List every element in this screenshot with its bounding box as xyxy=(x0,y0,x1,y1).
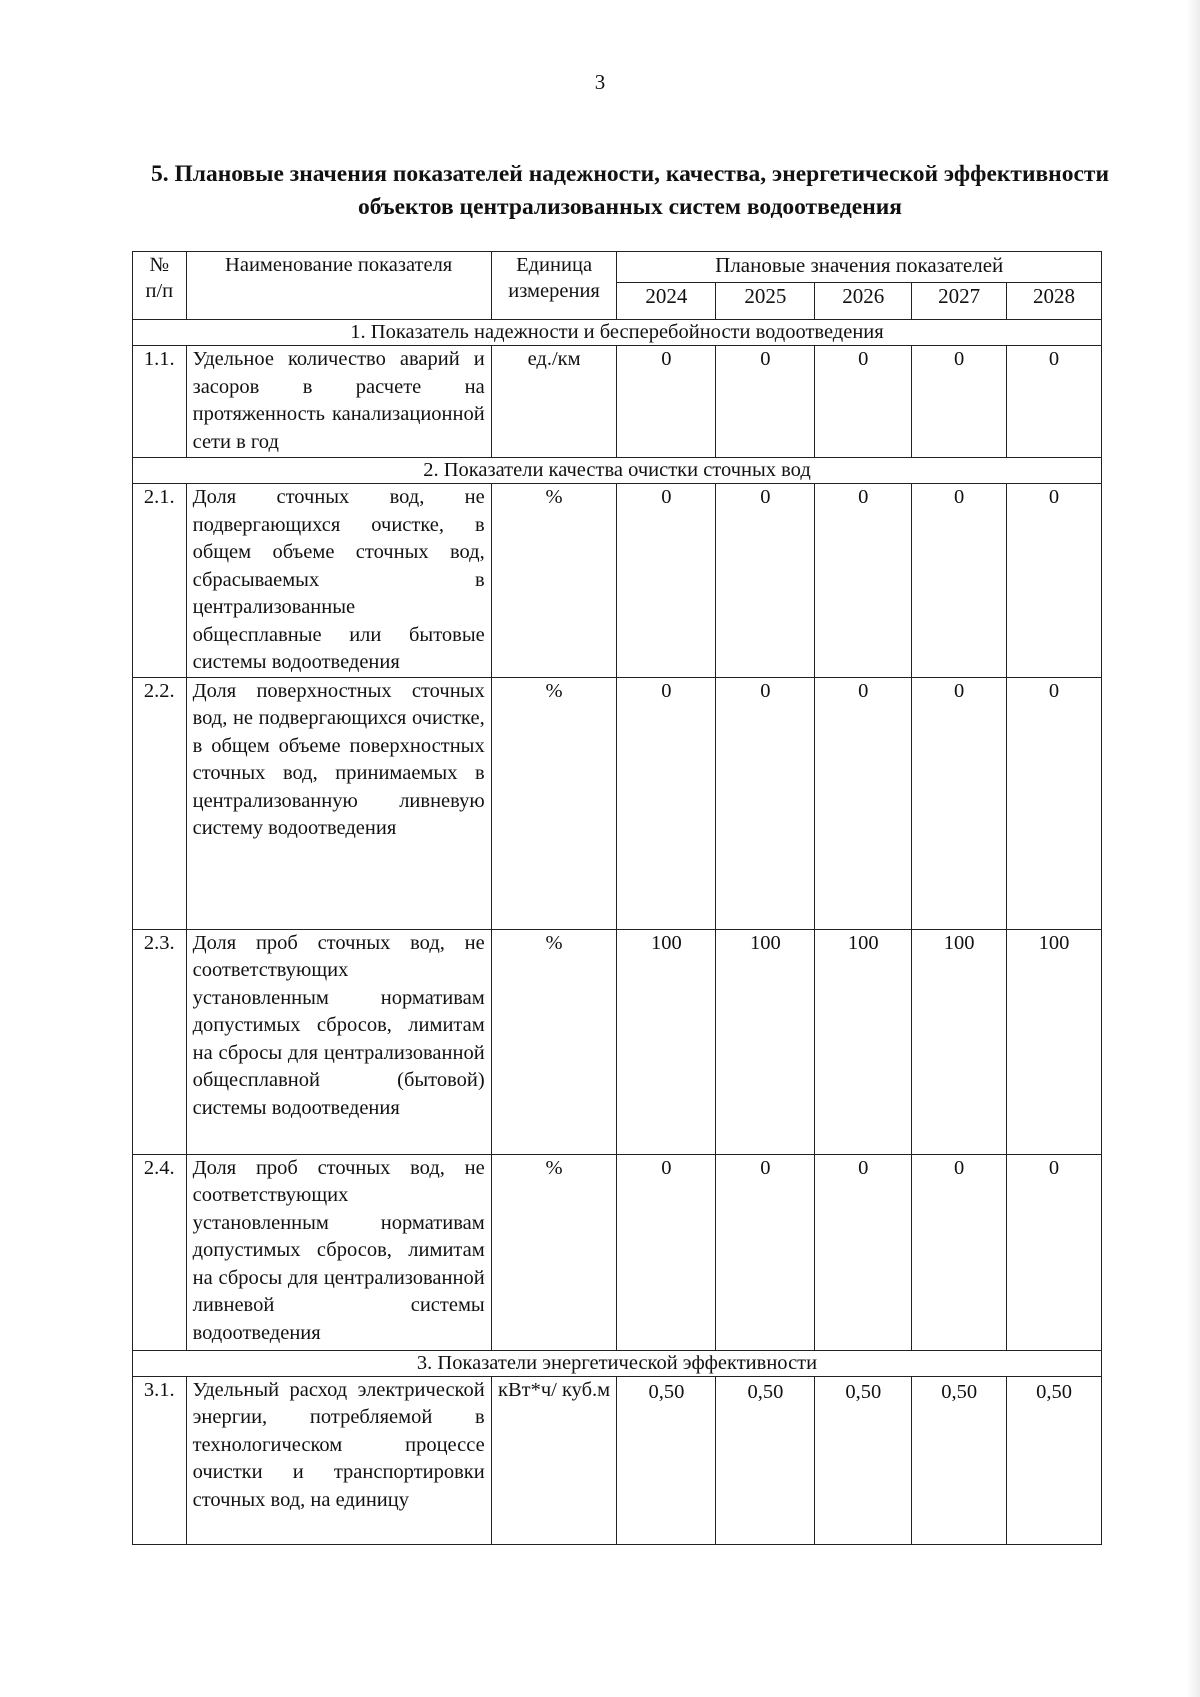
row-unit: % xyxy=(491,1154,617,1350)
section-title: 1. Показатель надежности и бесперебойности водоотведения xyxy=(133,320,1102,346)
scan-edge xyxy=(1186,0,1200,1697)
row-value: 0 xyxy=(716,677,815,929)
section-title: 2. Показатели качества очистки сточных вод xyxy=(133,458,1102,484)
row-value: 0 xyxy=(1007,677,1102,929)
row-value: 0,50 xyxy=(716,1376,815,1544)
table-row xyxy=(133,677,1102,929)
row-num: 1.1. xyxy=(133,346,187,458)
row-value: 0 xyxy=(617,346,716,458)
header-name: Наименование показателя xyxy=(186,252,491,320)
row-value: 100 xyxy=(716,929,815,1154)
table-row xyxy=(133,346,1102,458)
row-name: Удельное количество аварий и засоров в расчете на протяженность канализационной сети в год xyxy=(186,346,491,458)
header-year: 2027 xyxy=(912,283,1007,320)
table-row xyxy=(133,484,1102,678)
row-value: 100 xyxy=(1007,929,1102,1154)
row-name: Удельный расход электрической энергии, потребляемой в технологическом процессе очистки и транспортировки сточных вод, на единицу xyxy=(186,1376,491,1544)
row-num: 2.2. xyxy=(133,677,187,929)
row-unit: ед./км xyxy=(491,346,617,458)
row-value: 100 xyxy=(912,929,1007,1154)
header-year: 2025 xyxy=(716,283,815,320)
row-value: 0,50 xyxy=(912,1376,1007,1544)
section-header-row xyxy=(133,458,1102,484)
row-value: 0 xyxy=(716,1154,815,1350)
row-name: Доля проб сточных вод, не соответствующих установленным нормативам допустимых сбросов, лимитам на сбросы для централизованной общесплавной (бытовой) системы водоотведения xyxy=(186,929,491,1154)
table-row xyxy=(133,1154,1102,1350)
row-value: 0,50 xyxy=(617,1376,716,1544)
row-num: 2.1. xyxy=(133,484,187,678)
page-number: 3 xyxy=(594,70,606,94)
row-value: 0 xyxy=(1007,1154,1102,1350)
header-year: 2024 xyxy=(617,283,716,320)
row-value: 0 xyxy=(1007,346,1102,458)
section-header-row xyxy=(133,1350,1102,1376)
row-name: Доля сточных вод, не подвергающихся очистке, в общем объеме сточных вод, сбрасываемых в централизованные общесплавные или бытовые системы водоотведения xyxy=(186,484,491,678)
header-year: 2028 xyxy=(1007,283,1102,320)
row-num: 2.3. xyxy=(133,929,187,1154)
table-row xyxy=(133,929,1102,1154)
header-num: № п/п xyxy=(133,252,187,320)
row-value: 0 xyxy=(716,346,815,458)
row-value: 0 xyxy=(617,1154,716,1350)
row-name: Доля поверхностных сточных вод, не подвергающихся очистке, в общем объеме поверхностных сточных вод, принимаемых в централизованную ливневую систему водоотведения xyxy=(186,677,491,929)
header-year: 2026 xyxy=(815,283,912,320)
row-value: 100 xyxy=(617,929,716,1154)
row-value: 0 xyxy=(815,484,912,678)
header-plan: Плановые значения показателей xyxy=(617,252,1102,283)
row-name: Доля проб сточных вод, не соответствующих установленным нормативам допустимых сбросов, лимитам на сбросы для централизованной ливневой системы водоотведения xyxy=(186,1154,491,1350)
row-value: 0 xyxy=(912,1154,1007,1350)
row-value: 0 xyxy=(617,677,716,929)
row-unit: кВт*ч/ куб.м xyxy=(491,1376,617,1544)
row-unit: % xyxy=(491,484,617,678)
row-value: 0 xyxy=(815,346,912,458)
page-title: 5. Плановые значения показателей надежности, качества, энергетической эффективности объектов централизованных систем водоотведения xyxy=(150,161,1109,220)
row-value: 0 xyxy=(912,346,1007,458)
row-value: 0 xyxy=(815,677,912,929)
row-value: 0 xyxy=(912,484,1007,678)
row-num: 2.4. xyxy=(133,1154,187,1350)
row-value: 0,50 xyxy=(815,1376,912,1544)
table-row xyxy=(133,1376,1102,1544)
section-title: 3. Показатели энергетической эффективности xyxy=(133,1350,1102,1376)
indicators-table xyxy=(132,251,1102,1545)
header-unit: Единица измерения xyxy=(491,252,617,320)
row-value: 0 xyxy=(912,677,1007,929)
row-value: 0 xyxy=(815,1154,912,1350)
row-unit: % xyxy=(491,929,617,1154)
row-value: 0 xyxy=(1007,484,1102,678)
section-header-row xyxy=(133,320,1102,346)
row-value: 100 xyxy=(815,929,912,1154)
row-value: 0,50 xyxy=(1007,1376,1102,1544)
row-value: 0 xyxy=(716,484,815,678)
row-num: 3.1. xyxy=(133,1376,187,1544)
row-value: 0 xyxy=(617,484,716,678)
row-unit: % xyxy=(491,677,617,929)
